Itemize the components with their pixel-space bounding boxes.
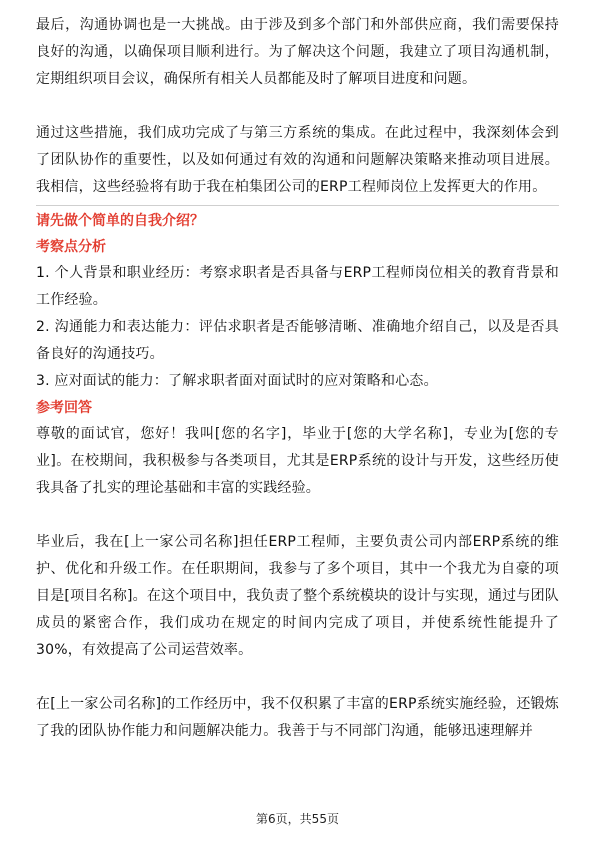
answer-paragraph: 尊敬的面试官，您好！我叫[您的名字]，毕业于[您的大学名称]，专业为[您的专业]。在校期间，我积极参与各类项目，尤其是ERP系统的设计与开发，这些经历使我具备了扎实的理论基础和丰富的实践经验。 [36,426,559,496]
page-footer: 第6页，共55页 [256,812,339,826]
answer-heading: 参考回答 [36,400,92,416]
spacer [36,93,559,120]
analysis-item: 1. 个人背景和职业经历：考察求职者是否具备与ERP工程师岗位相关的教育背景和工作经验。 [36,265,559,308]
spacer [36,502,559,529]
analysis-item: 3. 应对面试的能力：了解求职者面对面试时的应对策略和心态。 [36,373,438,389]
spacer [36,664,559,691]
analysis-heading: 考察点分析 [36,239,106,255]
section-divider [36,205,559,206]
analysis-item: 2. 沟通能力和表达能力：评估求职者是否能够清晰、准确地介绍自己，以及是否具备良好的沟通技巧。 [36,319,559,362]
answer-paragraph: 在[上一家公司名称]的工作经历中，我不仅积累了丰富的ERP系统实施经验，还锻炼了我的团队协作能力和问题解决能力。我善于与不同部门沟通，能够迅速理解并 [36,696,559,739]
page-content [36,12,559,745]
intro-paragraph: 通过这些措施，我们成功完成了与第三方系统的集成。在此过程中，我深刻体会到了团队协作的重要性，以及如何通过有效的沟通和问题解决策略来推动项目进展。我相信，这些经验将有助于我在柏集团公司的ERP工程师岗位上发挥更大的作用。 [36,125,559,195]
question-heading: 请先做个简单的自我介绍？ [36,213,204,229]
intro-paragraph: 最后，沟通协调也是一大挑战。由于涉及到多个部门和外部供应商，我们需要保持良好的沟通，以确保项目顺利进行。为了解决这个问题，我建立了项目沟通机制，定期组织项目会议，确保所有相关人员都能及时了解项目进度和问题。 [36,17,559,87]
answer-paragraph: 毕业后，我在[上一家公司名称]担任ERP工程师，主要负责公司内部ERP系统的维护、优化和升级工作。在任职期间，我参与了多个项目，其中一个我尤为自豪的项目是[项目名称]。在这个项目中，我负责了整个系统模块的设计与实现，通过与团队成员的紧密合作，我们成功在规定的时间内完成了项目，并使系统性能提升了30%，有效提高了公司运营效率。 [36,534,559,658]
